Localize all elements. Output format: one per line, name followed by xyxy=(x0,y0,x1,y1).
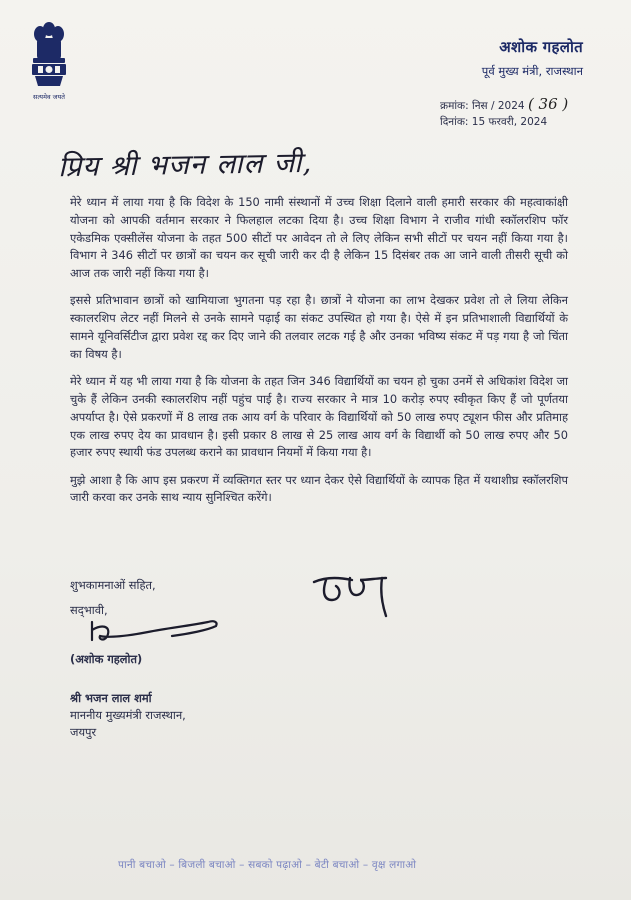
lion-capital-emblem-icon xyxy=(27,20,71,90)
sender-title: पूर्व मुख्य मंत्री, राजस्थान xyxy=(481,64,583,78)
closing-regards: सद्‌भावी, xyxy=(70,603,108,617)
recipient-city: जयपुर xyxy=(70,725,97,739)
reference-label: क्रमांक: निस / 2024 xyxy=(440,100,525,112)
recipient-name: श्री भजन लाल शर्मा xyxy=(70,691,152,705)
footer-slogans: पानी बचाओ – बिजली बचाओ – सबको पढ़ाओ – बेटी बचाओ – वृक्ष लगाओ xyxy=(118,859,417,871)
recipient-designation: माननीय मुख्यमंत्री राजस्थान, xyxy=(70,708,186,722)
handwritten-initials xyxy=(308,570,418,626)
sender-name: अशोक गहलोत xyxy=(499,38,583,56)
reference-line xyxy=(440,96,568,114)
closing-wishes: शुभकामनाओं सहित, xyxy=(70,578,156,592)
letterhead-sender xyxy=(482,37,583,79)
reference-block xyxy=(440,96,568,130)
recipient-address xyxy=(70,690,186,741)
emblem-motto: सत्यमेव जयते xyxy=(33,93,65,101)
reference-number: ( 36 ) xyxy=(527,95,569,113)
body-paragraph: मेरे ध्यान में यह भी लाया गया है कि योजना के तहत जिन 346 विद्यार्थियों का चयन हो चुका उनमें से अधिकांश विदेश जा चुके हैं लेकिन उनकी स्कालरशिप नहीं पहुंच पाई है। राज्य सरकार ने मात्र 10 करोड़ रुपए स्वीकृत किए हैं जो पूर्णतया अपर्याप्त है। ऐसे प्रकरणों में 8 लाख तक आय वर्ग के परिवार के विद्यार्थियों को 50 लाख रुपए ट्यूशन फीस और प्रतिमाह एक लाख रुपए देय का प्रावधान है। इसी प्रकार 8 लाख से 25 लाख आय वर्ग के विद्यार्थी को 50 लाख रुपए और 50 हजार रुपए स्थायी फंड उपलब्ध कराने का प्रावधान नियमों में किया गया है। xyxy=(70,374,568,460)
body-paragraph: मेरे ध्यान में लाया गया है कि विदेश के 150 नामी संस्थानों में उच्च शिक्षा दिलाने वाली हमारी सरकार की महत्वाकांक्षी योजना को आपकी वर्तमान सरकार ने फिलहाल लटका दिया है। उच्च शिक्षा विभाग ने राजीव गांधी स्कॉलरशिप फॉर एकेडमिक एक्सीलेंस योजना के तहत 500 सीटों पर आवेदन तो ले लिए लेकिन सभी सीटों पर चयन नहीं किया गया है। विभाग ने 346 सीटों पर छात्रों का चयन कर सूची जारी कर दी है लेकिन 15 दिसंबर तक आ जाने वाली तीसरी सूची को आज तक जारी नहीं किया गया है। xyxy=(70,195,568,281)
letter-body xyxy=(70,194,568,517)
sender-signature-name: (अशोक गहलोत) xyxy=(70,652,143,666)
body-paragraph: इससे प्रतिभावान छात्रों को खामियाजा भुगतना पड़ रहा है। छात्रों ने योजना का लाभ देखकर प्रवेश तो ले लिया लेकिन स्कालरशिप लेटर नहीं मिलने से उनके सामने पढ़ाई का संकट उपस्थित हो गया है। ऐसे में इन प्रतिभाशाली विद्यार्थियों के सामने यूनिवर्सिटीज द्वारा प्रवेश रद्द कर दिए जाने की तलवार लटक गई है और उनका भविष्य संकट में पड़ गया है जो चिंता का विषय है। xyxy=(70,293,568,361)
handwritten-salutation: प्रिय श्री भजन लाल जी, xyxy=(57,145,313,184)
handwritten-signature xyxy=(88,616,228,650)
state-emblem xyxy=(20,20,78,102)
body-paragraph: मुझे आशा है कि आप इस प्रकरण में व्यक्तिगत स्तर पर ध्यान देकर ऐसे विद्यार्थियों के व्यापक हित में यथाशीघ्र स्कॉलरशिप जारी करवा कर उनके साथ न्याय सुनिश्चित करेंगे। xyxy=(70,472,568,505)
letter-date: दिनांक: 15 फरवरी, 2024 xyxy=(440,116,548,128)
